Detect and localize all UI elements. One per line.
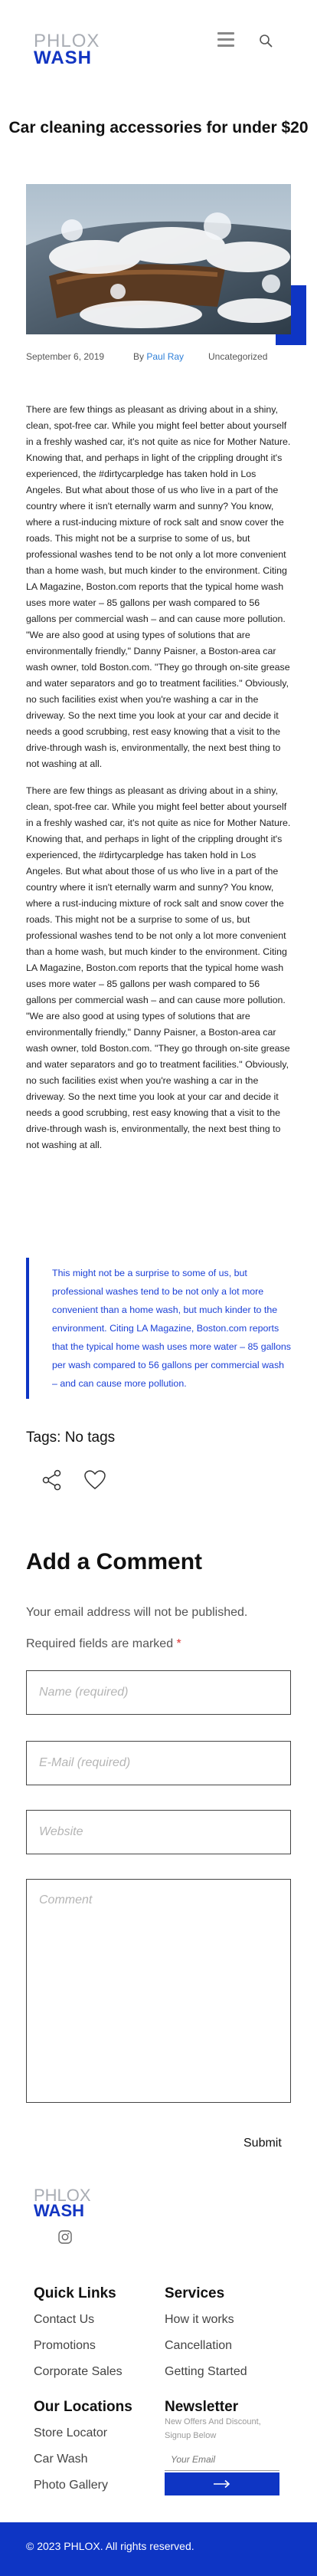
post-author-link[interactable]: Paul Ray bbox=[146, 351, 185, 362]
footer-link-promotions[interactable]: Promotions bbox=[34, 2339, 96, 2352]
comment-note: Your email address will not be published. bbox=[26, 1606, 248, 1619]
post-body bbox=[26, 402, 291, 1164]
footer-link-car-wash[interactable]: Car Wash bbox=[34, 2453, 88, 2466]
required-text: Required fields are marked bbox=[26, 1637, 174, 1650]
share-icon[interactable] bbox=[42, 1469, 62, 1491]
heart-icon[interactable] bbox=[84, 1470, 106, 1490]
locations-heading: Our Locations bbox=[34, 2399, 132, 2415]
copyright-text: © 2023 PHLOX. All rights reserved. bbox=[26, 2540, 194, 2552]
footer-link-cancellation[interactable]: Cancellation bbox=[165, 2339, 233, 2352]
comment-required-note bbox=[26, 1637, 181, 1651]
footer-link-getting-started[interactable]: Getting Started bbox=[165, 2365, 247, 2378]
footer-link-photo-gallery[interactable]: Photo Gallery bbox=[34, 2479, 108, 2492]
post-date: September 6, 2019 bbox=[26, 351, 105, 362]
byline-prefix: By bbox=[133, 351, 147, 362]
post-paragraph: There are few things as pleasant as driving about in a shiny, clean, spot-free car. While you might feel better about yourself in a freshly washed car, it's not quite as nice for Mother Nature. Knowing that, and perhaps in light of the crippling drought it's experienced, the #dirtycarpledge has taken hold in Los Angeles. But what about those of us who live in a part of the country where it isn't eternally warm and sunny? You know, where a rust-inducing mixture of rock salt and snow cover the roads. This might not be a surprise to some of us, but professional washes tend to be not only a lot more convenient than a home wash, but much kinder to the environment. Citing LA Magazine, Boston.com reports that the typical home wash uses more water – 85 gallons per wash compared to 56 gallons per commercial wash – and can cause more pollution. "We are also good at using types of solutions that are environmentally friendly," Danny Paisner, a Boston-area car wash owner, told Boston.com. "They go through on-site grease and water separators and go to treatment facilities." Obviously, no such facilities exist when you're washing a car in the driveway. So the next time you look at your car and decide it needs a good scrubbing, rest easy knowing that a visit to the drive-through wash is, environmentally, the next best thing to not washing at all. bbox=[26, 785, 291, 1150]
post-blockquote: This might not be a surprise to some of us, but professional washes tend to be not only a lot more convenient than a home wash, but much kinder to the environment. Citing LA Magazine, Boston.com reports that the typical home wash uses more water – 85 gallons per wash compared to 56 gallons per commercial wash – and can cause more pollution. bbox=[26, 1258, 291, 1399]
site-header bbox=[0, 0, 317, 92]
newsletter-heading: Newsletter bbox=[165, 2399, 239, 2415]
comment-heading: Add a Comment bbox=[26, 1549, 203, 1574]
newsletter-submit-button[interactable] bbox=[165, 2472, 279, 2495]
footer-link-contact[interactable]: Contact Us bbox=[34, 2313, 95, 2326]
services-heading: Services bbox=[165, 2285, 225, 2301]
website-field[interactable] bbox=[26, 1810, 291, 1854]
arrow-right-icon bbox=[213, 2479, 231, 2489]
newsletter-text: New Offers And Discount, Signup Below bbox=[165, 2417, 261, 2440]
hamburger-icon[interactable] bbox=[217, 32, 234, 48]
submit-button[interactable]: Submit bbox=[243, 2137, 282, 2150]
post-hero-image bbox=[26, 184, 291, 334]
comment-field[interactable] bbox=[26, 1879, 291, 2103]
post-tags: Tags: No tags bbox=[26, 1429, 116, 1446]
newsletter-email-input[interactable] bbox=[165, 2448, 279, 2471]
logo-text-bottom: WASH bbox=[34, 48, 92, 68]
footer-link-corporate-sales[interactable]: Corporate Sales bbox=[34, 2365, 123, 2378]
instagram-icon[interactable] bbox=[58, 2230, 72, 2244]
email-field[interactable] bbox=[26, 1741, 291, 1785]
footer-link-store-locator[interactable]: Store Locator bbox=[34, 2426, 108, 2439]
quick-links-heading: Quick Links bbox=[34, 2285, 116, 2301]
site-logo[interactable] bbox=[34, 32, 100, 67]
name-field[interactable] bbox=[26, 1670, 291, 1715]
footer-link-how-it-works[interactable]: How it works bbox=[165, 2313, 234, 2326]
footer-logo[interactable] bbox=[34, 2187, 91, 2219]
footer-logo-top: PHLOX bbox=[34, 2186, 91, 2205]
post-category-link[interactable]: Uncategorized bbox=[208, 351, 268, 362]
required-star: * bbox=[176, 1637, 181, 1650]
post-paragraph: There are few things as pleasant as driving about in a shiny, clean, spot-free car. While you might feel better about yourself in a freshly washed car, it's not quite as nice for Mother Nature. Knowing that, and perhaps in light of the crippling drought it's experienced, the #dirtycarpledge has taken hold in Los Angeles. But what about those of us who live in a part of the country where it isn't eternally warm and sunny? You know, where a rust-inducing mixture of rock salt and snow cover the roads. This might not be a surprise to some of us, but professional washes tend to be not only a lot more convenient than a home wash, but much kinder to the environment. Citing LA Magazine, Boston.com reports that the typical home wash uses more water – 85 gallons per wash compared to 56 gallons per commercial wash – and can cause more pollution. "We are also good at using types of solutions that are environmentally friendly," Danny Paisner, a Boston-area car wash owner, told Boston.com. "They go through on-site grease and water separators and go to treatment facilities." Obviously, no such facilities exist when you're washing a car in the driveway. So the next time you look at your car and decide it needs a good scrubbing, rest easy knowing that a visit to the drive-through wash is, environmentally, the next best thing to not washing at all. bbox=[26, 404, 291, 769]
search-icon[interactable] bbox=[259, 34, 273, 48]
footer-logo-bottom: WASH bbox=[34, 2201, 84, 2220]
car-wash-photo bbox=[26, 184, 291, 334]
logo-text-top: PHLOX bbox=[34, 31, 100, 51]
post-byline bbox=[133, 351, 184, 362]
post-title: Car cleaning accessories for under $20 bbox=[8, 119, 309, 137]
